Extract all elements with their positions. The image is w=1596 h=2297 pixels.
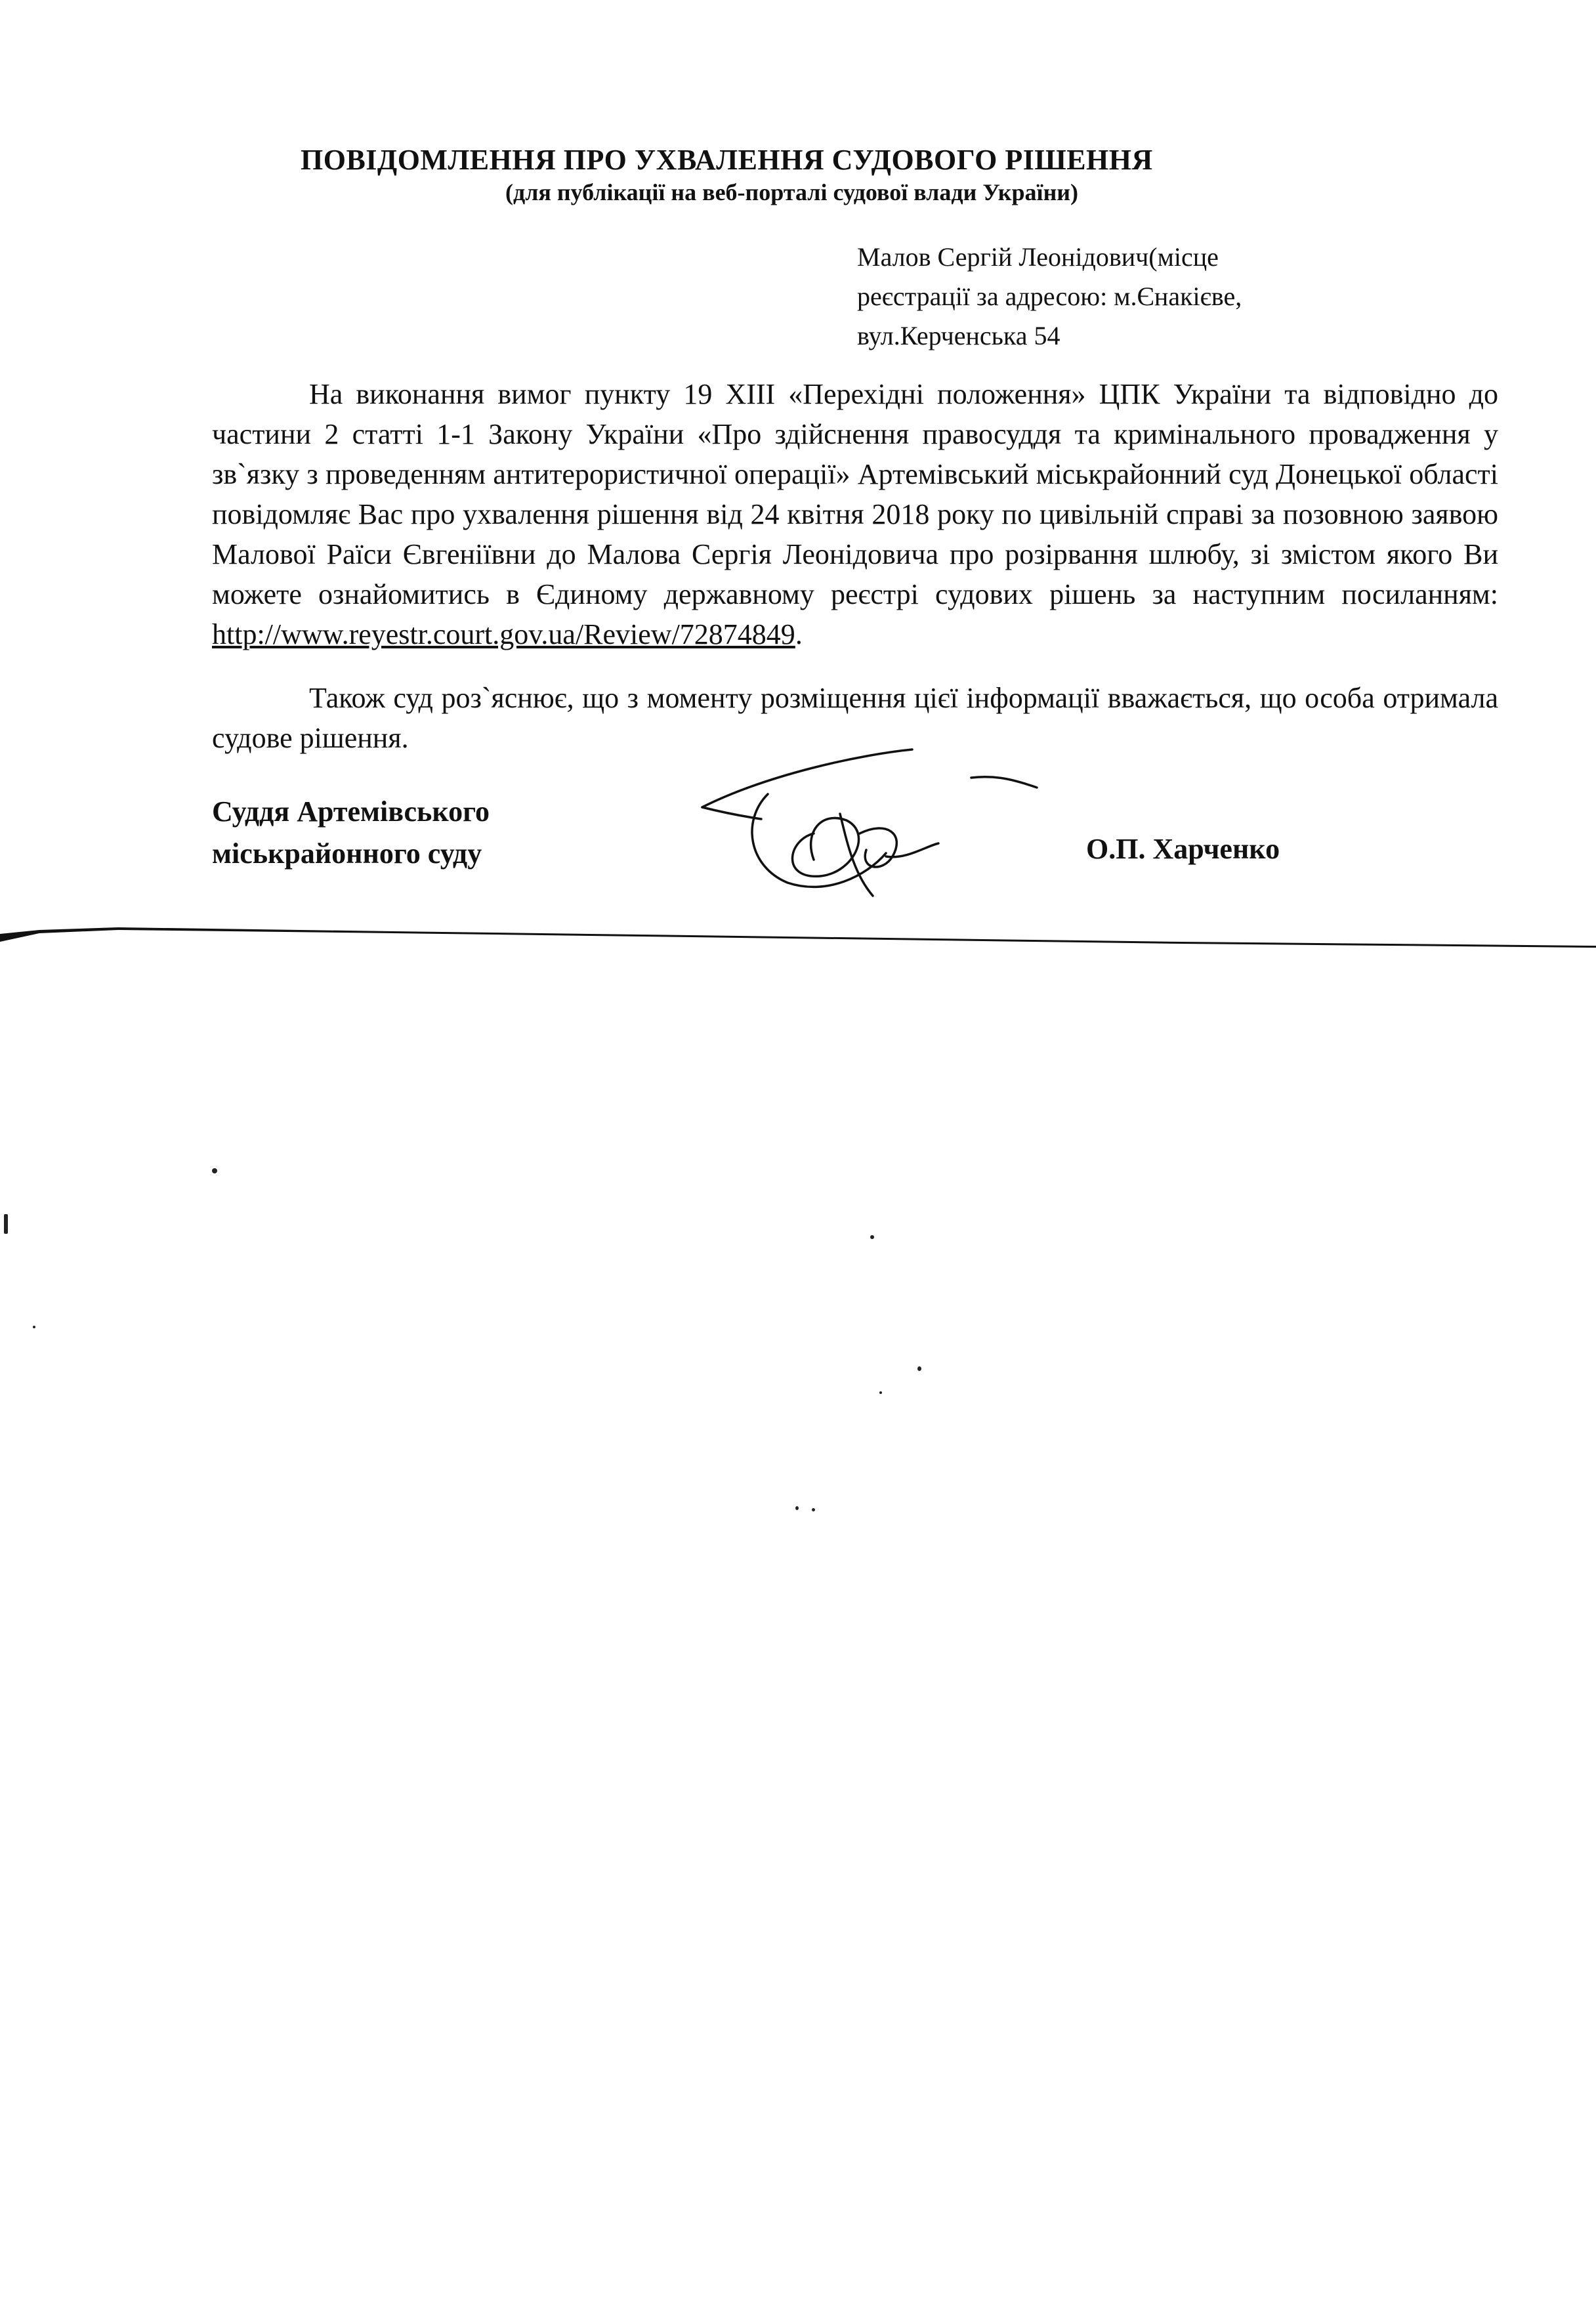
notice-paragraph xyxy=(212,374,1498,654)
judge-position xyxy=(212,791,490,875)
judge-name: О.П. Харченко xyxy=(1086,833,1280,865)
scan-speck xyxy=(4,1214,8,1234)
addressee-block xyxy=(857,238,1356,356)
scan-speck xyxy=(795,1506,799,1510)
addressee-line-3: вул.Керченська 54 xyxy=(857,321,1060,350)
clarification-paragraph: Також суд роз`яснює, що з моменту розміщення цієї інформації вважається, що особа отримала судове рішення. xyxy=(212,682,1498,754)
scan-speck xyxy=(879,1391,882,1394)
notice-end: . xyxy=(795,618,803,650)
addressee-line-2: реєстрації за адресою: м.Єнакієве, xyxy=(857,282,1242,311)
scan-speck xyxy=(212,1168,217,1173)
document-subtitle: (для публікації на веб-порталі судової влади України) xyxy=(505,179,1079,205)
scan-speck xyxy=(33,1326,35,1328)
scan-speck xyxy=(917,1366,921,1371)
judge-position-line-1: Суддя Артемівського xyxy=(212,795,490,828)
registry-link[interactable]: http://www.reyestr.court.gov.ua/Review/72874849 xyxy=(212,618,795,650)
notice-text: На виконання вимог пункту 19 ХІІІ «Перехідні положення» ЦПК України та відповідно до частини 2 статті 1-1 Закону України «Про здійснення правосуддя та кримінального провадження у зв`язку з проведенням антитерористичної операції» Артемівський міськрайонний суд Донецької області повідомляє Вас про ухвалення рішення від 24 квітня 2018 року по цивільній справі за позовною заявою Малової Раїси Євгеніївни до Малова Сергія Леонідовича про розірвання шлюбу, зі змістом якого Ви можете ознайомитись в Єдиному державному реєстрі судових рішень за наступним посиланням: xyxy=(212,378,1498,610)
document-title: ПОВІДОМЛЕННЯ ПРО УХВАЛЕННЯ СУДОВОГО РІШЕННЯ xyxy=(301,144,1153,176)
handwritten-signature xyxy=(689,735,1057,906)
judge-position-line-2: міськрайонного суду xyxy=(212,837,482,870)
addressee-line-1: Малов Сергій Леонідович(місце xyxy=(857,242,1219,272)
scan-speck xyxy=(870,1235,874,1239)
scan-fold-line xyxy=(0,916,1596,961)
scan-speck xyxy=(812,1508,815,1511)
